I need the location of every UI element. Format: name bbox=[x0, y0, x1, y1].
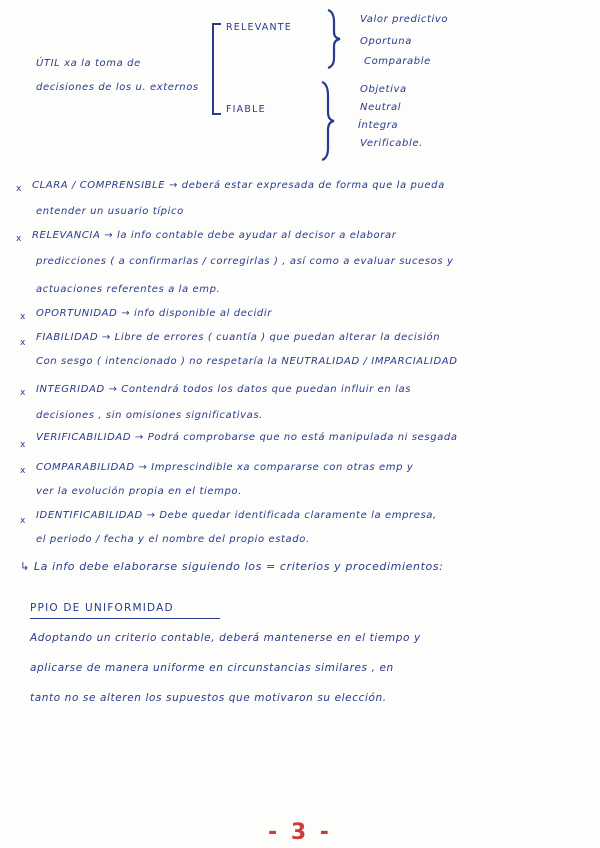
relevante-brace bbox=[322, 8, 342, 70]
label-fiable: FIABLE bbox=[226, 104, 266, 115]
list-line: predicciones ( a confirmarlas / corregirlas ) , así como a evaluar sucesos y bbox=[36, 256, 454, 267]
bullet-mark: x bbox=[20, 338, 26, 348]
title-underline bbox=[30, 618, 220, 619]
bullet-mark: x bbox=[16, 234, 22, 244]
fiable-item-4: Verificable. bbox=[360, 138, 423, 149]
list-line: ver la evolución propia en el tiempo. bbox=[36, 486, 242, 497]
bullet-mark: x bbox=[20, 312, 26, 322]
relevante-item-3: Comparable bbox=[364, 56, 431, 67]
arrow-note: ↳ La info debe elaborarse siguiendo los = criterios y procedimientos: bbox=[20, 560, 444, 573]
fiable-brace bbox=[316, 80, 336, 162]
list-line: VERIFICABILIDAD → Podrá comprobarse que no está manipulada ni sesgada bbox=[36, 432, 458, 443]
list-line: OPORTUNIDAD → info disponible al decidir bbox=[36, 308, 272, 319]
left-bracket bbox=[205, 18, 225, 118]
page-number: - 3 - bbox=[268, 820, 332, 845]
bullet-mark: x bbox=[20, 516, 26, 526]
list-line: FIABILIDAD → Libre de errores ( cuantía ) que puedan alterar la decisión bbox=[36, 332, 441, 343]
list-line: decisiones , sin omisiones significativas. bbox=[36, 410, 263, 421]
principle-title: PPIO DE UNIFORMIDAD bbox=[30, 602, 174, 614]
fiable-item-1: Objetiva bbox=[360, 84, 407, 95]
fiable-item-2: Neutral bbox=[360, 102, 402, 113]
bullet-mark: x bbox=[20, 388, 26, 398]
list-line: Con sesgo ( intencionado ) no respetaría la NEUTRALIDAD / IMPARCIALIDAD bbox=[36, 356, 458, 367]
bullet-mark: x bbox=[20, 440, 26, 450]
schema-left-text-2: decisiones de los u. externos bbox=[36, 82, 199, 93]
bullet-mark: x bbox=[16, 184, 22, 194]
list-line: actuaciones referentes a la emp. bbox=[36, 284, 221, 295]
list-line: COMPARABILIDAD → Imprescindible xa compararse con otras emp y bbox=[36, 462, 414, 473]
label-relevante: RELEVANTE bbox=[226, 22, 293, 33]
paragraph-line: Adoptando un criterio contable, deberá mantenerse en el tiempo y bbox=[30, 632, 421, 644]
list-line: el periodo / fecha y el nombre del propio estado. bbox=[36, 534, 310, 545]
list-line: RELEVANCIA → la info contable debe ayudar al decisor a elaborar bbox=[32, 230, 397, 241]
schema-left-text-1: ÚTIL xa la toma de bbox=[36, 58, 141, 69]
paragraph-line: tanto no se alteren los supuestos que motivaron su elección. bbox=[30, 692, 387, 704]
fiable-item-3: Íntegra bbox=[358, 120, 399, 131]
list-line: INTEGRIDAD → Contendrá todos los datos que puedan influir en las bbox=[36, 384, 412, 395]
bullet-mark: x bbox=[20, 466, 26, 476]
relevante-item-2: Oportuna bbox=[360, 36, 412, 47]
list-line: IDENTIFICABILIDAD → Debe quedar identificada claramente la empresa, bbox=[36, 510, 437, 521]
relevante-item-1: Valor predictivo bbox=[360, 14, 449, 25]
paragraph-line: aplicarse de manera uniforme en circunstancias similares , en bbox=[30, 662, 394, 674]
list-line: entender un usuario típico bbox=[36, 206, 184, 217]
list-line: CLARA / COMPRENSIBLE → deberá estar expresada de forma que la pueda bbox=[32, 180, 445, 191]
